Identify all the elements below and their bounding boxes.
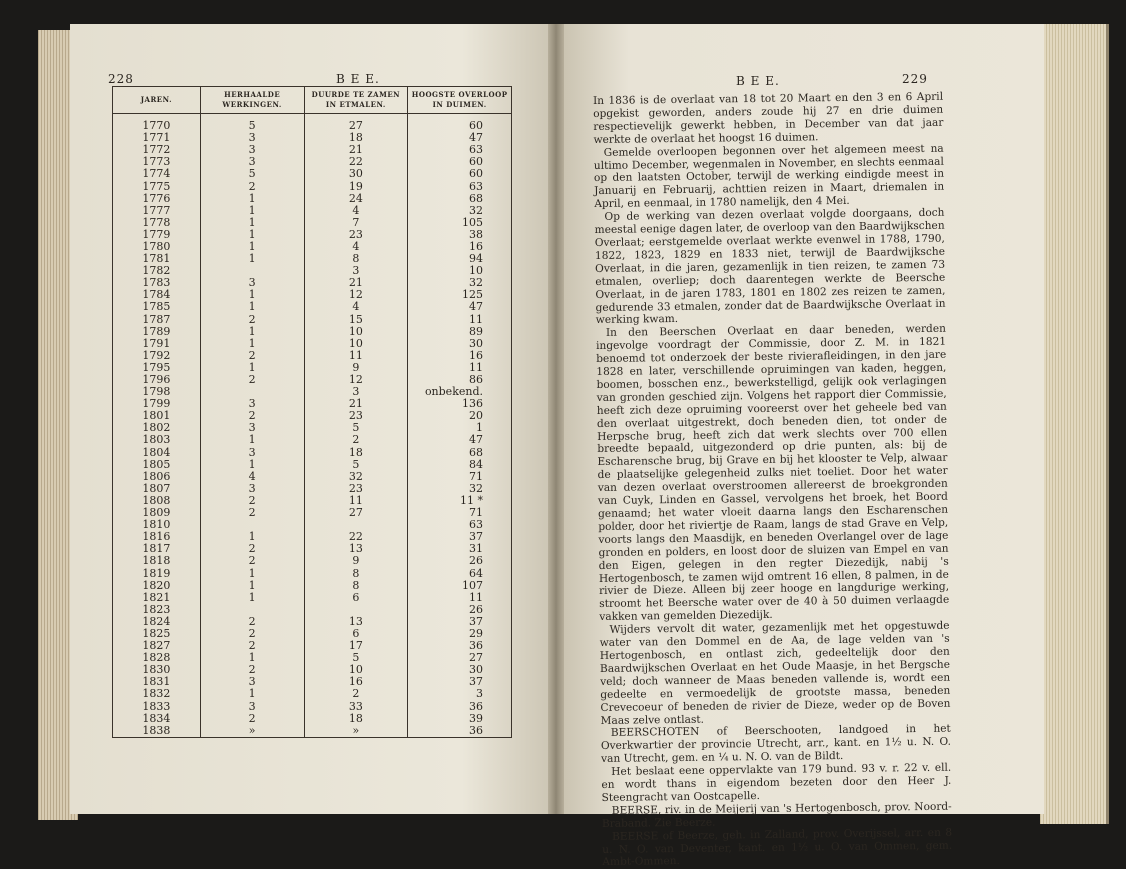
table-cell: 37 [408, 616, 512, 628]
table-cell: 2 [304, 688, 408, 700]
table-row [113, 688, 512, 700]
table-cell: 1 [200, 301, 304, 313]
table-cell: 11 [408, 362, 512, 374]
table-row [113, 471, 512, 483]
table-cell: 2 [200, 507, 304, 519]
table-cell: 1783 [113, 277, 201, 289]
table-cell: 1832 [113, 688, 201, 700]
table-cell: 13 [304, 543, 408, 555]
table-cell: 11 [304, 495, 408, 507]
paragraph: In den Beerschen Overlaat en daar beneden, werden ingevolge voordragt der Commissie, door Z. M. in 1821 benoemd tot onderzoek der beste rivierafleidingen, in den jare 1828 en later, verschillende opruimingen van kaden, heggen, boomen, bosschen enz., bewerkstelligd, gelijk ook verlagingen van gronden geschied zijn. Volgens het rapport dier Commissie, heeft zich deze opruiming vooreerst over het geheele bed van den overlaat uitgestrekt, doch beneden dien, tot onder de Herpsche brug, heeft zich dat werk slechts over 700 ellen breedte bepaald, uitgezonderd op drie punten, als: bij de Escharensche brug, bij Grave en bij het klooster te Velp, alwaar de plaatselijke gelegenheid zulks niet toeliet. Door het water van dezen overlaat overstroomen allereerst de broekgronden van Cuyk, Linden en Gassel, vervolgens het broek, het Boord genaamd; het water vloeit daarna langs den Escharenschen polder, door het riviertje de Raam, langs de stad Grave en Velp, voorts langs den Maasdijk, en beneden Overlangel over de lage gronden en polders, en loost door de sluizen van Empel en van den Eigen, gelegen in den regter Diezedijk, nabij 's Hertogenbosch, te zamen wijd omtrent 16 ellen, 8 palmen, in de rivier de Dieze. Alleen bij zeer hooge en langdurige werking, stroomt het Beersche water over de 40 à 50 duimen verlaagde vakken van gemelden Diezedijk. [595, 323, 950, 624]
left-running-head: B E E. [336, 72, 380, 86]
table-row [113, 398, 512, 410]
table-cell: 2 [200, 543, 304, 555]
table-cell: 1784 [113, 289, 201, 301]
table-row [113, 555, 512, 567]
table-cell: 1820 [113, 580, 201, 592]
table-cell: 36 [408, 701, 512, 713]
table-cell: 1780 [113, 241, 201, 253]
table-cell: 33 [304, 701, 408, 713]
left-page-number: 228 [108, 72, 134, 86]
table-cell: 1782 [113, 265, 201, 277]
table-cell: 1833 [113, 701, 201, 713]
table-cell: 36 [408, 640, 512, 652]
table-row [113, 265, 512, 277]
table-cell: 18 [304, 447, 408, 459]
book-gutter [548, 24, 564, 814]
table-cell: 15 [304, 314, 408, 326]
column-header: JAREN. [113, 87, 201, 114]
table-cell: 27 [408, 652, 512, 664]
right-page-number: 229 [902, 72, 928, 86]
table-cell: 1 [200, 580, 304, 592]
table-row [113, 483, 512, 495]
table-row [113, 519, 512, 531]
table-cell: 2 [200, 713, 304, 725]
table-row [113, 543, 512, 555]
table-cell: 11 [408, 592, 512, 604]
table-row [113, 676, 512, 688]
table-row [113, 350, 512, 362]
table-row [113, 447, 512, 459]
table-cell: 1823 [113, 604, 201, 616]
table-row [113, 701, 512, 713]
table-cell: 2 [200, 314, 304, 326]
table-row [113, 277, 512, 289]
table-cell: 1779 [113, 229, 201, 241]
table-cell: 1 [200, 459, 304, 471]
table-cell: » [304, 725, 408, 738]
table-cell: 1 [200, 326, 304, 338]
table-cell: 18 [304, 132, 408, 144]
table-cell: 3 [200, 676, 304, 688]
table-cell: 84 [408, 459, 512, 471]
table-cell: 47 [408, 434, 512, 446]
table-row [113, 338, 512, 350]
table-row [113, 713, 512, 725]
table-cell: 71 [408, 471, 512, 483]
table-cell: 4 [304, 301, 408, 313]
table-cell: 5 [304, 459, 408, 471]
table-row [113, 114, 512, 133]
table-cell: 1827 [113, 640, 201, 652]
column-header: HOOGSTE OVERLOOP IN DUIMEN. [408, 87, 512, 114]
table-row [113, 217, 512, 229]
table-cell: 30 [408, 664, 512, 676]
table-cell: 1778 [113, 217, 201, 229]
table-row [113, 301, 512, 313]
table-cell: 16 [304, 676, 408, 688]
table-row [113, 434, 512, 446]
table-cell: 1816 [113, 531, 201, 543]
table-cell: 1773 [113, 156, 201, 168]
table-cell: 17 [304, 640, 408, 652]
table-row [113, 168, 512, 180]
table-cell: 4 [200, 471, 304, 483]
paragraph: Het beslaat eene oppervlakte van 179 bund. 93 v. r. 22 v. ell. en wordt thans in eigendom bezeten door den Heer J. Steengracht van Oostcapelle. [601, 761, 952, 804]
table-cell: 94 [408, 253, 512, 265]
table-cell: 2 [200, 616, 304, 628]
table-cell: 31 [408, 543, 512, 555]
table-cell: 10 [304, 338, 408, 350]
table-row [113, 144, 512, 156]
table-cell: 68 [408, 447, 512, 459]
table-cell: 1825 [113, 628, 201, 640]
table-cell: 32 [408, 205, 512, 217]
table-cell: 1819 [113, 567, 201, 579]
table-cell: 20 [408, 410, 512, 422]
table-cell: 1 [200, 193, 304, 205]
table-cell: 1772 [113, 144, 201, 156]
table-cell: 3 [200, 156, 304, 168]
table-cell: 68 [408, 193, 512, 205]
table-cell: 107 [408, 580, 512, 592]
table-cell: onbekend. [408, 386, 512, 398]
table-cell: 1774 [113, 168, 201, 180]
table-cell: 1809 [113, 507, 201, 519]
table-row [113, 592, 512, 604]
table-row [113, 253, 512, 265]
table-cell: 37 [408, 676, 512, 688]
table-cell: 125 [408, 289, 512, 301]
table-cell: 18 [304, 713, 408, 725]
table-row [113, 241, 512, 253]
table-cell: 23 [304, 410, 408, 422]
column-header: HERHAALDE WERKINGEN. [200, 87, 304, 114]
table-cell: 1806 [113, 471, 201, 483]
table-cell: 12 [304, 289, 408, 301]
table-cell: 16 [408, 350, 512, 362]
table-cell: 2 [200, 555, 304, 567]
table-cell: 10 [304, 326, 408, 338]
table-cell: 2 [304, 434, 408, 446]
table-cell: 37 [408, 531, 512, 543]
table-cell: 8 [304, 567, 408, 579]
table-cell: 23 [304, 483, 408, 495]
table-cell: 11 [304, 350, 408, 362]
table-row [113, 410, 512, 422]
table-cell: 1824 [113, 616, 201, 628]
table-row [113, 314, 512, 326]
table-row [113, 205, 512, 217]
table-cell: 3 [200, 398, 304, 410]
table-row [113, 725, 512, 738]
table-cell: 5 [304, 652, 408, 664]
table-cell: 1801 [113, 410, 201, 422]
table-cell: 6 [304, 628, 408, 640]
column-header: DUURDE TE ZAMEN IN ETMALEN. [304, 87, 408, 114]
table-cell: 71 [408, 507, 512, 519]
table-cell: 21 [304, 144, 408, 156]
table-row [113, 180, 512, 192]
paragraph: Gemelde overloopen begonnen over het algemeen meest na ultimo December, wegenmalen in November, en slechts eenmaal op den laatsten October, terwijl de werking eindigde meest in Januarij en Februarij, achttien reizen in Maart, driemalen in April, en eenmaal, in 1780 namelijk, den 4 Mei. [593, 142, 945, 211]
table-cell: 1792 [113, 350, 201, 362]
table-cell: 63 [408, 180, 512, 192]
table-cell: 63 [408, 519, 512, 531]
table-cell: 27 [304, 507, 408, 519]
table-cell: 1 [200, 241, 304, 253]
table-cell: 1795 [113, 362, 201, 374]
table-cell: 1775 [113, 180, 201, 192]
table-cell: 1791 [113, 338, 201, 350]
table-cell: 1834 [113, 713, 201, 725]
table-cell: 32 [408, 483, 512, 495]
table-cell: 1830 [113, 664, 201, 676]
table-cell: 26 [408, 555, 512, 567]
table-cell: 1821 [113, 592, 201, 604]
table-cell: 1799 [113, 398, 201, 410]
table-row [113, 640, 512, 652]
table-cell: 1803 [113, 434, 201, 446]
table-cell: 10 [304, 664, 408, 676]
table-cell: 5 [304, 422, 408, 434]
table-cell: 3 [408, 688, 512, 700]
table-cell: 11 [408, 314, 512, 326]
paragraph: Op de werking van dezen overlaat volgde doorgaans, doch meestal eenige dagen later, de overloop van den Baardwijkschen Overlaat; eerstgemelde overlaat werkte evenwel in 1788, 1790, 1822, 1823, 1829 en 1833 niet, terwijl de Baardwijksche Overlaat, in die jaren, gezamenlijk in tien reizen, te zamen 73 etmalen, overliep; doch daarentegen werkte de Beersche Overlaat, in de jaren 1783, 1801 en 1802 zes reizen te zamen, gedurende 33 etmalen, zonder dat de Baardwijksche Overlaat in werking kwam. [594, 206, 946, 327]
right-running-head: B E E. [736, 74, 780, 88]
paragraph: BEERSCHOTEN of Beerschooten, landgoed in het Overkwartier der provincie Utrecht, arr., kant. en 1½ u. N. O. van Utrecht, gem. en ¼ u. N. O. van de Bildt. [600, 723, 952, 766]
table-cell: 24 [304, 193, 408, 205]
table-cell: 1 [200, 688, 304, 700]
table-cell: 16 [408, 241, 512, 253]
table-cell: 1781 [113, 253, 201, 265]
table-cell: 3 [200, 132, 304, 144]
table-row [113, 422, 512, 434]
right-page-text [593, 91, 952, 869]
table-cell: 1 [200, 253, 304, 265]
table-cell: 1807 [113, 483, 201, 495]
table-cell: 1 [200, 229, 304, 241]
table-cell: 1796 [113, 374, 201, 386]
table-cell: 1 [200, 531, 304, 543]
table-cell: 19 [304, 180, 408, 192]
table-cell: 1 [200, 338, 304, 350]
table-row [113, 156, 512, 168]
table-cell: 2 [200, 374, 304, 386]
table-cell: 86 [408, 374, 512, 386]
table-cell: 1798 [113, 386, 201, 398]
table-cell: 63 [408, 144, 512, 156]
table-cell: 36 [408, 725, 512, 738]
table-cell: 3 [200, 422, 304, 434]
table-cell: 1808 [113, 495, 201, 507]
table-cell: 60 [408, 156, 512, 168]
table-cell: 30 [408, 338, 512, 350]
table-cell: 1802 [113, 422, 201, 434]
table-cell: 3 [304, 265, 408, 277]
table-cell: 6 [304, 592, 408, 604]
table-cell: 1789 [113, 326, 201, 338]
table-cell: 4 [304, 205, 408, 217]
table-row [113, 567, 512, 579]
table-row [113, 362, 512, 374]
table-row [113, 132, 512, 144]
table-cell: 2 [200, 628, 304, 640]
table-cell: 2 [200, 495, 304, 507]
table-cell: 2 [200, 410, 304, 422]
table-cell: 23 [304, 229, 408, 241]
table-cell: 32 [408, 277, 512, 289]
table-row [113, 193, 512, 205]
table-cell: 1828 [113, 652, 201, 664]
table-cell: 1 [200, 434, 304, 446]
table-cell: 5 [200, 114, 304, 133]
table-cell: 11 * [408, 495, 512, 507]
table-cell: 5 [200, 168, 304, 180]
table-body [113, 114, 512, 738]
table-cell: 64 [408, 567, 512, 579]
table-cell: 8 [304, 253, 408, 265]
table-cell: 47 [408, 132, 512, 144]
paragraph: In 1836 is de overlaat van 18 tot 20 Maart en den 3 en 6 April opgekist geworden, anders zoude hij 27 en drie duimen respectievelijk gewerkt hebben, in December van dat jaar werkte de overlaat het hoogst 16 duimen. [593, 90, 944, 146]
table-cell: 26 [408, 604, 512, 616]
page-edges-right [1040, 24, 1109, 824]
table-cell: 30 [304, 168, 408, 180]
overflow-table [112, 86, 512, 738]
table-row [113, 507, 512, 519]
table-row [113, 289, 512, 301]
table-row [113, 616, 512, 628]
table-cell: 1785 [113, 301, 201, 313]
table-cell: 2 [200, 180, 304, 192]
table-row [113, 628, 512, 640]
table-cell: 1 [200, 217, 304, 229]
table-cell: 21 [304, 277, 408, 289]
table-cell: 47 [408, 301, 512, 313]
table-cell: 89 [408, 326, 512, 338]
paragraph: BEERSE of Beerze, geh. in Zalland, prov. Overijssel, arr. en 8 u. N. O. van Deventer, kant. en 1½ u. O. van Ommen, gem. Ambt-Ommen. [602, 826, 953, 869]
table-cell: 27 [304, 114, 408, 133]
table-cell: 1 [200, 567, 304, 579]
table-row [113, 580, 512, 592]
table-cell: 7 [304, 217, 408, 229]
table-cell: 1 [200, 592, 304, 604]
table-cell: 1804 [113, 447, 201, 459]
table-cell: » [200, 725, 304, 738]
table-row [113, 664, 512, 676]
table-cell: 2 [200, 350, 304, 362]
table-cell: 3 [200, 277, 304, 289]
table-cell: 3 [200, 144, 304, 156]
table-row [113, 495, 512, 507]
table-cell: 12 [304, 374, 408, 386]
table-cell: 4 [304, 241, 408, 253]
table-row [113, 386, 512, 398]
table-cell: 3 [200, 701, 304, 713]
table-cell: 1777 [113, 205, 201, 217]
paragraph: BEERSE, riv. in de Meijerij van 's Hertogenbosch, prov. Noord-Braband. Zie Beerze. [601, 800, 952, 830]
table-cell: 22 [304, 531, 408, 543]
table-cell: 2 [200, 664, 304, 676]
table-cell: 60 [408, 114, 512, 133]
table-cell: 3 [200, 447, 304, 459]
table-row [113, 229, 512, 241]
table-row [113, 459, 512, 471]
table-row [113, 531, 512, 543]
table-cell: 39 [408, 713, 512, 725]
table-cell: 1817 [113, 543, 201, 555]
table-cell: 22 [304, 156, 408, 168]
table-cell: 3 [200, 483, 304, 495]
table-cell: 1831 [113, 676, 201, 688]
table-cell: 60 [408, 168, 512, 180]
table-cell: 1771 [113, 132, 201, 144]
table-cell: 2 [200, 640, 304, 652]
table-cell: 1 [200, 205, 304, 217]
table-row [113, 604, 512, 616]
table-cell: 13 [304, 616, 408, 628]
table-cell: 136 [408, 398, 512, 410]
table-cell: 3 [304, 386, 408, 398]
table-cell: 105 [408, 217, 512, 229]
table-cell: 38 [408, 229, 512, 241]
table-cell: 9 [304, 555, 408, 567]
table-cell: 1810 [113, 519, 201, 531]
table-cell: 1770 [113, 114, 201, 133]
table-cell: 1776 [113, 193, 201, 205]
table-cell: 1805 [113, 459, 201, 471]
table-cell: 10 [408, 265, 512, 277]
table-row [113, 652, 512, 664]
table-cell: 1 [200, 652, 304, 664]
table-cell: 1818 [113, 555, 201, 567]
table-cell: 32 [304, 471, 408, 483]
table-cell: 1 [408, 422, 512, 434]
paragraph: Wijders vervolt dit water, gezamenlijk met het opgestuwde water van den Dommel en de Aa, de lage velden van 's Hertogenbosch, en ontlast zich, gedeeltelijk door den Baardwijkschen Overlaat en het Oude Maasje, in het Bergsche veld; doch wanneer de Maas beneden vallende is, wordt een gedeelte en vermoedelijk de grootste massa, beneden Crevecoeur of beneden de rivier de Dieze, weder op de Boven Maas zelve ontlast. [599, 619, 951, 727]
table-header-row [113, 87, 512, 114]
table-row [113, 326, 512, 338]
table-cell: 29 [408, 628, 512, 640]
table-cell: 1 [200, 362, 304, 374]
table-cell: 8 [304, 580, 408, 592]
table-cell: 9 [304, 362, 408, 374]
table-cell: 1838 [113, 725, 201, 738]
table-cell: 1 [200, 289, 304, 301]
table-cell: 1787 [113, 314, 201, 326]
table-cell: 21 [304, 398, 408, 410]
